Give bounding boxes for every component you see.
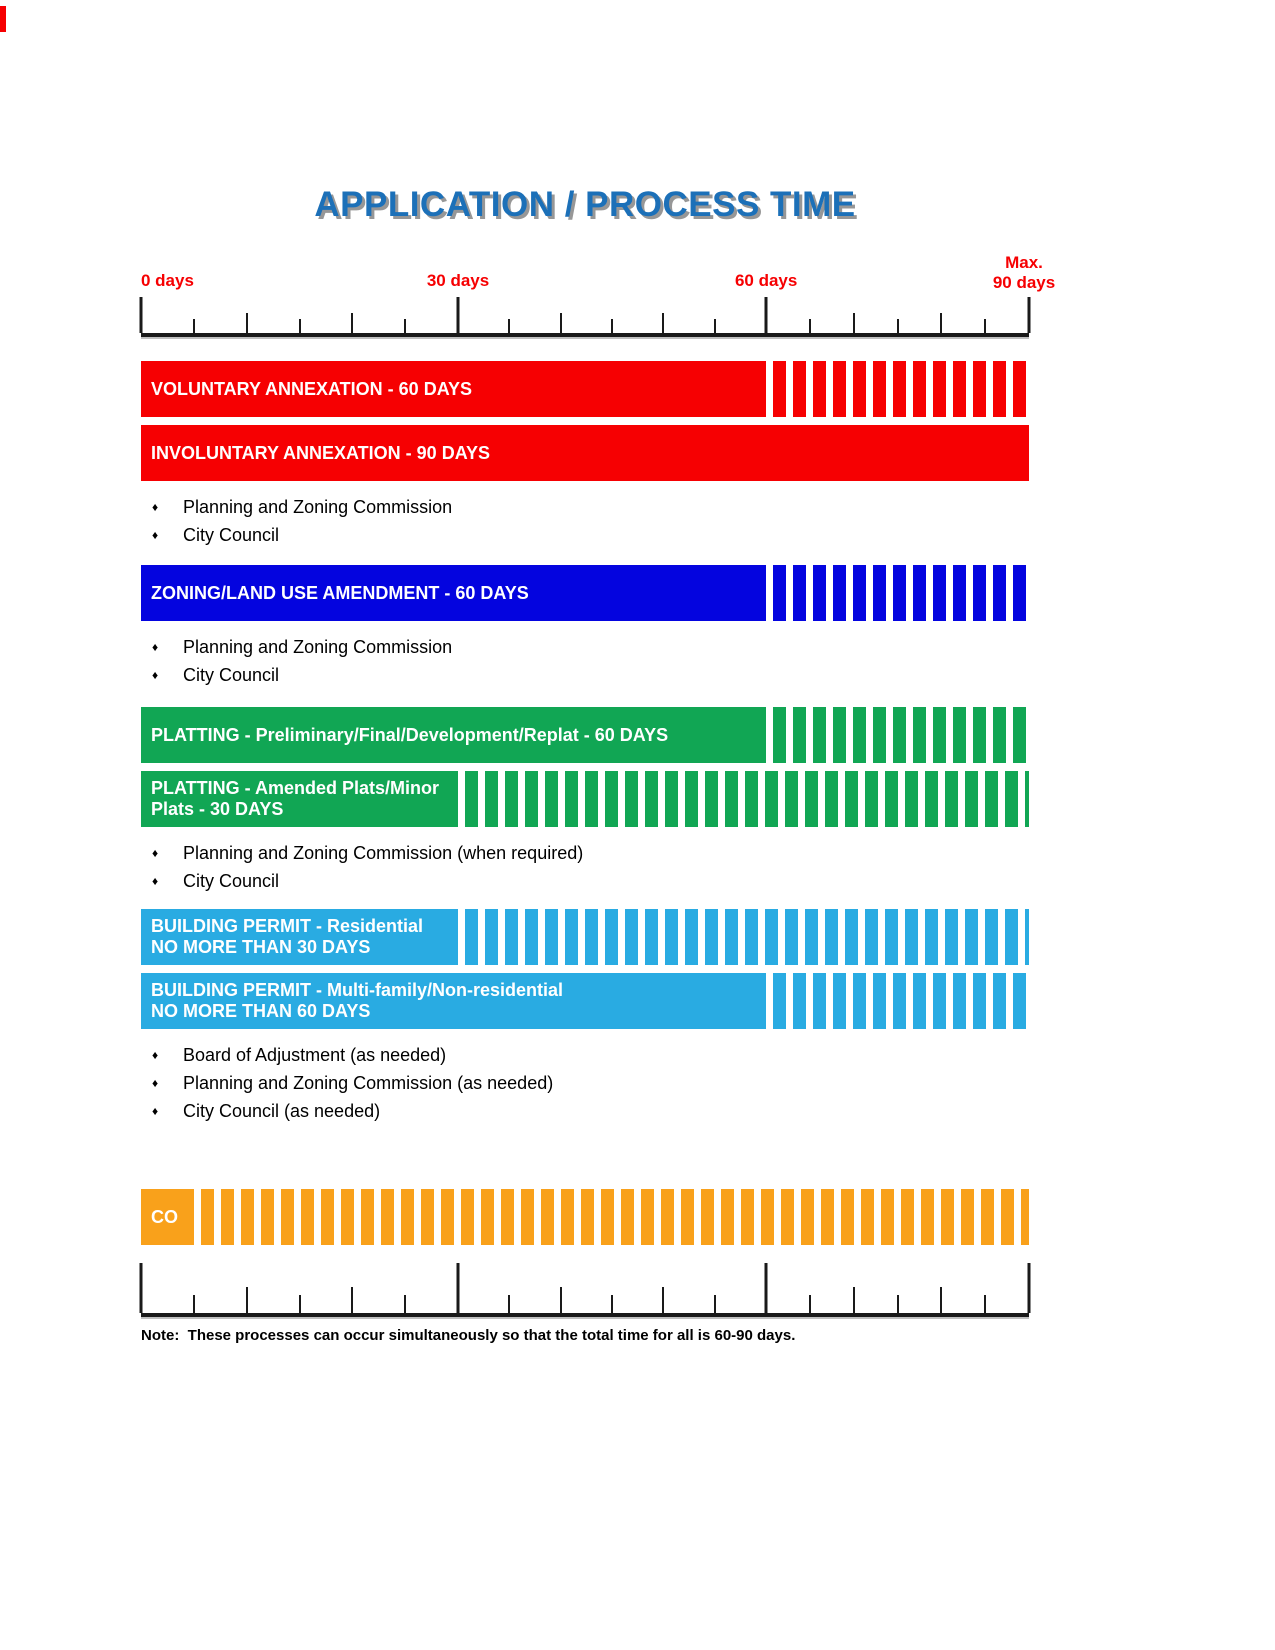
tick-50-days bbox=[662, 1287, 664, 1313]
tick-55-days bbox=[714, 1295, 716, 1313]
process-bar-solid-involuntary-annexation bbox=[141, 425, 1029, 481]
process-bar-zoning-land-use-amendment bbox=[141, 565, 1029, 621]
process-bar-solid-co bbox=[141, 1189, 194, 1245]
process-bar-stripes-voluntary-annexation bbox=[766, 361, 1029, 417]
bullet-item-label: Board of Adjustment (as needed) bbox=[183, 1044, 447, 1065]
tick-45-days bbox=[611, 1295, 613, 1313]
tick-15-days bbox=[299, 1295, 301, 1313]
tick-70-days bbox=[853, 1287, 855, 1313]
scan-edge-artifact bbox=[0, 6, 6, 32]
bullet-item-label: City Council bbox=[183, 524, 280, 545]
process-bar-co bbox=[141, 1189, 1029, 1245]
bullet-list-building-permit-multi-family-non-residential bbox=[141, 1041, 1029, 1125]
tick-15-days bbox=[299, 319, 301, 333]
process-bar-stripes-co bbox=[194, 1189, 1029, 1245]
bullet-item bbox=[141, 521, 1029, 549]
axis-label-30-days bbox=[427, 271, 489, 291]
diamond-bullet-icon: ♦ bbox=[152, 874, 159, 888]
process-bar-solid-platting-amended-plats-minor-plats bbox=[141, 771, 458, 827]
tick-70-days bbox=[853, 313, 855, 333]
tick-25-days bbox=[404, 319, 406, 333]
tick-30-days bbox=[457, 297, 460, 333]
tick-60-days bbox=[765, 297, 768, 333]
process-bar-label: BUILDING PERMIT - Residential bbox=[151, 916, 424, 936]
bullet-item bbox=[141, 867, 1029, 895]
process-bar-stripes-building-permit-residential bbox=[458, 909, 1029, 965]
axis-label-row bbox=[141, 245, 1056, 293]
tick-5-days bbox=[193, 319, 195, 333]
tick-25-days bbox=[404, 1295, 406, 1313]
tick-0-days bbox=[140, 1263, 143, 1313]
bullet-item bbox=[141, 661, 1029, 689]
page-title: APPLICATION / PROCESS TIME bbox=[314, 185, 856, 224]
tick-35-days bbox=[508, 319, 510, 333]
tick-55-days bbox=[714, 319, 716, 333]
process-bar-voluntary-annexation bbox=[141, 361, 1029, 417]
tick-40-days bbox=[560, 1287, 562, 1313]
diamond-bullet-icon: ♦ bbox=[152, 640, 159, 654]
process-bar-stripes-building-permit-multi-family-non-residential bbox=[766, 973, 1029, 1029]
tick-90-days bbox=[1028, 1263, 1031, 1313]
bullet-item-label: City Council bbox=[183, 870, 280, 891]
axis-label-line: 30 days bbox=[426, 271, 490, 290]
note-text: Note: These processes can occur simultaneously so that the total time for all is 60-90 days. bbox=[141, 1327, 796, 1344]
diamond-bullet-icon: ♦ bbox=[152, 1076, 159, 1090]
tick-45-days bbox=[611, 319, 613, 333]
tick-10-days bbox=[246, 1287, 248, 1313]
process-bar-label: NO MORE THAN 30 DAYS bbox=[151, 937, 371, 957]
tick-35-days bbox=[508, 1295, 510, 1313]
tick-40-days bbox=[560, 313, 562, 333]
diamond-bullet-icon: ♦ bbox=[152, 846, 159, 860]
diamond-bullet-icon: ♦ bbox=[152, 1048, 159, 1062]
bullet-list-involuntary-annexation bbox=[141, 493, 1029, 549]
process-bar-label: VOLUNTARY ANNEXATION - 60 DAYS bbox=[151, 378, 473, 399]
tick-65-days bbox=[809, 319, 811, 333]
process-bar-label: BUILDING PERMIT - Multi-family/Non-residential bbox=[151, 980, 564, 1000]
axis-label-line: 60 days bbox=[734, 271, 798, 290]
process-bar-stripes-platting-amended-plats-minor-plats bbox=[458, 771, 1029, 827]
process-bar-label: CO bbox=[151, 1206, 178, 1227]
tick-50-days bbox=[662, 313, 664, 333]
process-bar-solid-voluntary-annexation bbox=[141, 361, 766, 417]
process-bar-stripes-platting-preliminary-final-development-replat bbox=[766, 707, 1029, 763]
bullet-item bbox=[141, 1097, 1029, 1125]
bullet-item-label: City Council bbox=[183, 664, 280, 685]
bullet-list-zoning-land-use-amendment bbox=[141, 633, 1029, 689]
tick-0-days bbox=[140, 297, 143, 333]
bullet-item-label: Planning and Zoning Commission bbox=[183, 636, 453, 657]
process-rows bbox=[141, 361, 1029, 1245]
tick-20-days bbox=[351, 1287, 353, 1313]
bullet-item-label: Planning and Zoning Commission bbox=[183, 496, 453, 517]
process-bar-stripes-zoning-land-use-amendment bbox=[766, 565, 1029, 621]
bullet-item-label: Planning and Zoning Commission (when required) bbox=[183, 842, 584, 863]
process-bar-label: NO MORE THAN 60 DAYS bbox=[151, 1001, 371, 1021]
bullet-item bbox=[141, 633, 1029, 661]
tick-75-days bbox=[897, 319, 899, 333]
process-bar-solid-building-permit-multi-family-non-residential bbox=[141, 973, 766, 1029]
tick-80-days bbox=[940, 313, 942, 333]
process-bar-solid-platting-preliminary-final-development-replat bbox=[141, 707, 766, 763]
process-bar-label: Plats - 30 DAYS bbox=[151, 799, 284, 819]
tick-85-days bbox=[984, 1295, 986, 1313]
tick-5-days bbox=[193, 1295, 195, 1313]
diamond-bullet-icon: ♦ bbox=[152, 500, 159, 514]
process-bar-building-permit-residential bbox=[141, 909, 1029, 965]
process-bar-involuntary-annexation bbox=[141, 425, 1029, 481]
diamond-bullet-icon: ♦ bbox=[152, 528, 159, 542]
timeline-ruler-top bbox=[141, 293, 1029, 337]
process-bar-platting-preliminary-final-development-replat bbox=[141, 707, 1029, 763]
bullet-item bbox=[141, 493, 1029, 521]
axis-label-line: Max. bbox=[1005, 253, 1043, 272]
axis-label-90-days bbox=[993, 253, 1055, 293]
process-bar-label: PLATTING - Amended Plats/Minor bbox=[151, 778, 440, 798]
bullet-item bbox=[141, 1069, 1029, 1097]
tick-80-days bbox=[940, 1287, 942, 1313]
bullet-item-label: Planning and Zoning Commission (as needed) bbox=[183, 1072, 554, 1093]
tick-10-days bbox=[246, 313, 248, 333]
axis-label-0-days bbox=[141, 271, 194, 291]
bullet-item bbox=[141, 839, 1029, 867]
diamond-bullet-icon: ♦ bbox=[152, 1104, 159, 1118]
tick-60-days bbox=[765, 1263, 768, 1313]
tick-85-days bbox=[984, 319, 986, 333]
bullet-list-platting-amended-plats-minor-plats bbox=[141, 839, 1029, 895]
tick-65-days bbox=[809, 1295, 811, 1313]
process-bar-label: INVOLUNTARY ANNEXATION - 90 DAYS bbox=[151, 442, 491, 463]
process-bar-building-permit-multi-family-non-residential bbox=[141, 973, 1029, 1029]
process-bar-platting-amended-plats-minor-plats bbox=[141, 771, 1029, 827]
tick-30-days bbox=[457, 1263, 460, 1313]
process-bar-label: PLATTING - Preliminary/Final/Development/Replat - 60 DAYS bbox=[151, 724, 669, 745]
tick-75-days bbox=[897, 1295, 899, 1313]
tick-90-days bbox=[1028, 297, 1031, 333]
process-bar-label: ZONING/LAND USE AMENDMENT - 60 DAYS bbox=[151, 582, 529, 603]
bullet-item-label: City Council (as needed) bbox=[183, 1100, 381, 1121]
diamond-bullet-icon: ♦ bbox=[152, 668, 159, 682]
timeline-ruler-bottom bbox=[141, 1257, 1029, 1317]
process-bar-solid-building-permit-residential bbox=[141, 909, 458, 965]
axis-label-60-days bbox=[735, 271, 797, 291]
process-bar-solid-zoning-land-use-amendment bbox=[141, 565, 766, 621]
axis-label-line: 0 days bbox=[141, 271, 194, 290]
axis-label-line: 90 days bbox=[992, 273, 1056, 292]
timeline-chart bbox=[141, 0, 1056, 1344]
tick-20-days bbox=[351, 313, 353, 333]
bullet-item bbox=[141, 1041, 1029, 1069]
